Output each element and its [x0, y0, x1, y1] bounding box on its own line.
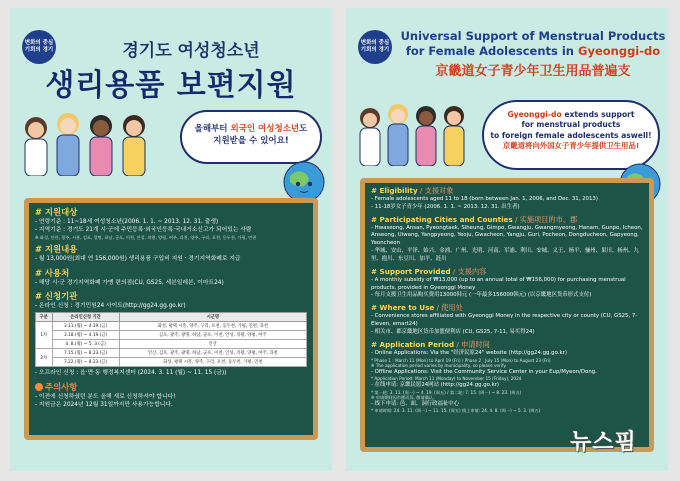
- news-watermark: 뉴스핌: [570, 430, 637, 455]
- table-row: 4. 8.(월) ~ 5. 3.(금) 안산: [36, 340, 307, 349]
- section-eligibility: # 지원대상 - 연령기준 : 11~18세 여성청소년(2006. 1. 1. ~ 2013. 12. 31. 출생) - 지역기준 : 경기도 21개 시·군에 주민등록·외국인등록·국내거소신고가 되어있는 사람 ※ 화성, 안산, 광주, 시흥, 김포, 광명, 하남, 군포, 이천, 안성, 의왕, 양평, 여주, 과천, 양주, 구리, 포천, 동두천, 가평, 연천: [29, 206, 313, 240]
- section-title: # Eligibility / 支援对象: [371, 186, 454, 195]
- table-row: 1차 3.11.(월) ~ 4.19.(금) 화성, 평택 시흥, 양주, 구리, 포천, 동두천, 가평, 연천, 과천: [36, 322, 307, 331]
- table-row: 7.22.(월) ~ 8.23.(금) 화성, 평택 시흥, 양주, 구리, 포천, 동두천, 가평, 연천: [36, 358, 307, 367]
- girl-figure-2: [57, 113, 79, 176]
- schedule-table: [35, 312, 307, 367]
- gyeonggi-badge: 변화의 중심 기회의 경기: [22, 30, 56, 64]
- english-poster: [346, 8, 668, 471]
- korean-title-line2: 생리용품 보편지원: [45, 68, 297, 103]
- girl-figure-1: [360, 108, 380, 166]
- section-title: # Application Period / 申请时间: [371, 339, 490, 349]
- section-eligibility: # Eligibility / 支援对象 - Female adolescents aged 11 to 18 (born between Jan. 1, 2006, and Dec. 31, 2013) - 11-18岁女子青少年 (2006. 1. 1. ~ 2013. 12. 31. 出生者): [365, 186, 649, 212]
- section-title: # Where to Use / 使用处: [371, 303, 463, 313]
- caution-title: 주의사항: [35, 381, 307, 393]
- korean-poster: [10, 8, 332, 471]
- section-support: # 지원내용 - 월 13,000원(최대 연 156,000원) 생리용품 구입비 지원 · 경기지역화폐로 지급: [29, 243, 313, 263]
- section-usage: # Where to Use / 使用处 - Convenience stores affiliated with Gyeonggi Money in the respective city or county (CU, GS25, 7-Eleven, emart24) - 相关市、郡京畿地区货币加盟便利店 (CU, GS25, 7-11, 易买得24): [365, 303, 649, 336]
- girl-figure-2: [388, 104, 408, 166]
- english-info-board: [360, 178, 654, 452]
- offline-apply-text: - 오프라인 신청 : 읍·면·동 행정복지센터 (2024. 3. 11 (월) ~ 11. 15 (금)): [35, 370, 227, 377]
- chinese-title: 京畿道女子青少年卫生用品普遍支: [435, 64, 631, 79]
- table-row: 3.18.(월) ~ 4.19.(금) 김포, 광주, 광명, 하남, 군포, 이천, 안성, 의왕, 양평, 여주: [36, 331, 307, 340]
- girl-figure-4: [444, 106, 464, 166]
- warning-icon: [35, 383, 43, 391]
- section-title: # 신청기관: [35, 291, 78, 302]
- section-title: # 지원대상: [35, 207, 78, 217]
- table-header-row: 구분 온라인신청 기간 시군명: [36, 313, 307, 322]
- section-apply: # 신청기관 - 온라인 신청 : 경기민원24 사이트(http://gg24.gg.go.kr) 구분 온라인신청 기간 시군명 1차 3.11.(월) ~ 4.19.(금) 화성, 평택 시흥, 양주, 구리, 포천, 동두천, 가평, 연천, 과천 3.18.(월) ~ 4.19.(금) 김포, 광주, 광명, 하남, 군포, 이천, 안성, 의왕, 양평, 여주 4. 8.(월) ~ 5. 3.(금) 안산 2차 7.15.(월) ~ 8.23.(금) 안산, 김포, 광주, 광명, 하남, 군포, 이천, 안성, 의왕, 양평, 여주, 과천 7.22.(월) ~ 8.23.(금) 화성, 평택 시흥, 양주, 구리, 포천, 동두천, 가평, 연천 - 오프라인 신청 : 읍·면·동 행정복지센터 (2024. 3. 11 (월) ~ 11. 15 (금)): [29, 290, 313, 378]
- section-caution: 주의사항 - 이전에 신청하셨던 분도 올해 새로 신청하셔야 합니다! - 지원금은 2024년 12월 31일까지만 사용가능합니다.: [29, 381, 313, 410]
- section-usage: # 사용처 - 해당 시·군 경기지역화폐 가맹 편의점(CU, GS25, 세븐일레븐, 이마트24): [29, 267, 313, 287]
- english-title: Universal Support of Menstrual Products for Female Adolescents in Gyeonggi-do: [400, 29, 666, 58]
- section-title: # 사용처: [35, 267, 70, 278]
- section-title: # Participating Cities and Counties / 实施项目的市、郡: [371, 214, 578, 224]
- section-application: # Application Period / 申请时间 - Online Applications: Via the "经济民原24" website (http://gg24.gg.go.kr) * Phase 1 : March 11 (Mon) to April 19 (Fri) / Phase 2 : July 15 (Mon) to August 23 (Fri) ※ The application period varies by municipality, so please verify. - Offline Applications: Visit the Community Service Center in your Eup/Myeon/Dong. * Application Period: March 11 (Monday) to November 15 (Friday), 2024 - 在线申请: 京畿民愿24网站 (http://gg24.gg.go.kr) * 第一轮: 3. 11. (周一) ~ 4. 19. (周五) / 第二轮: 7. 15. (周一) ~ 8. 23. (周五) ※ 申请期间因市郡而异, 敬请确认。 - 线下申请: 邑、面、洞行政福祉中心 * 申请时间: 24. 3. 11. (周一) ~ 11. 15. (周五) 线上申请: 24. 4. 8. (周一) ~ 5. 3. (周五): [365, 340, 649, 414]
- section-cities: # Participating Cities and Counties / 实施项目的市、郡 - Hwaseong, Ansan, Pyeongtaek, Siheung, Gimpo, Gwangju, Gwangmyeong, Hanam, Gunpo, Icheon, Anseong, Uiwang, Yangpyeong, Yeoju, Gwacheon, Yangju, Guri, Pocheon, Dongducheon, Gapyeong, Yeoncheon - 华城、安山、平泽、始兴、金浦、广州、光明、河南、军浦、利川、安城、义王、杨平、骊州、果川、杨州、九里、抱川、东豆川、加平、涟川: [371, 214, 643, 262]
- girl-figure-1: [25, 117, 47, 176]
- section-support: # Support Provided / 支援内容 - A monthly subsidy of ₩13,000 (up to an annual total of ₩156,000) for purchasing menstrual products, provided in Gyeonggi Money - 每月支援卫生用品购买费用13000韩元 (一年最多156000韩元) (以京畿地区货币形式支付): [365, 267, 649, 300]
- table-row: 2차 7.15.(월) ~ 8.23.(금) 안산, 김포, 광주, 광명, 하남, 군포, 이천, 안성, 의왕, 양평, 여주, 과천: [36, 349, 307, 358]
- speech-bubble: Gyeonggi-do extends support for menstrual products to foreign female adolescents aswell! 京畿道将向外国女子青少年提供卫生用品!: [482, 100, 660, 170]
- korean-title-line1: 경기도 여성청소년: [122, 41, 260, 61]
- girls-illustration-icon: [16, 106, 166, 176]
- girl-figure-3: [90, 115, 112, 176]
- gyeonggi-badge: 변화의 중심 기회의 경기: [358, 30, 392, 64]
- section-title: # 지원내용: [35, 244, 78, 255]
- section-title: # Support Provided / 支援内容: [371, 266, 487, 276]
- korean-info-board: [24, 198, 318, 440]
- girl-figure-3: [416, 106, 436, 166]
- girls-illustration-icon: [352, 96, 480, 166]
- girl-figure-4: [123, 115, 145, 176]
- speech-bubble: 올해부터 외국인 여성청소년도 지원받을 수 있어요!: [180, 110, 322, 164]
